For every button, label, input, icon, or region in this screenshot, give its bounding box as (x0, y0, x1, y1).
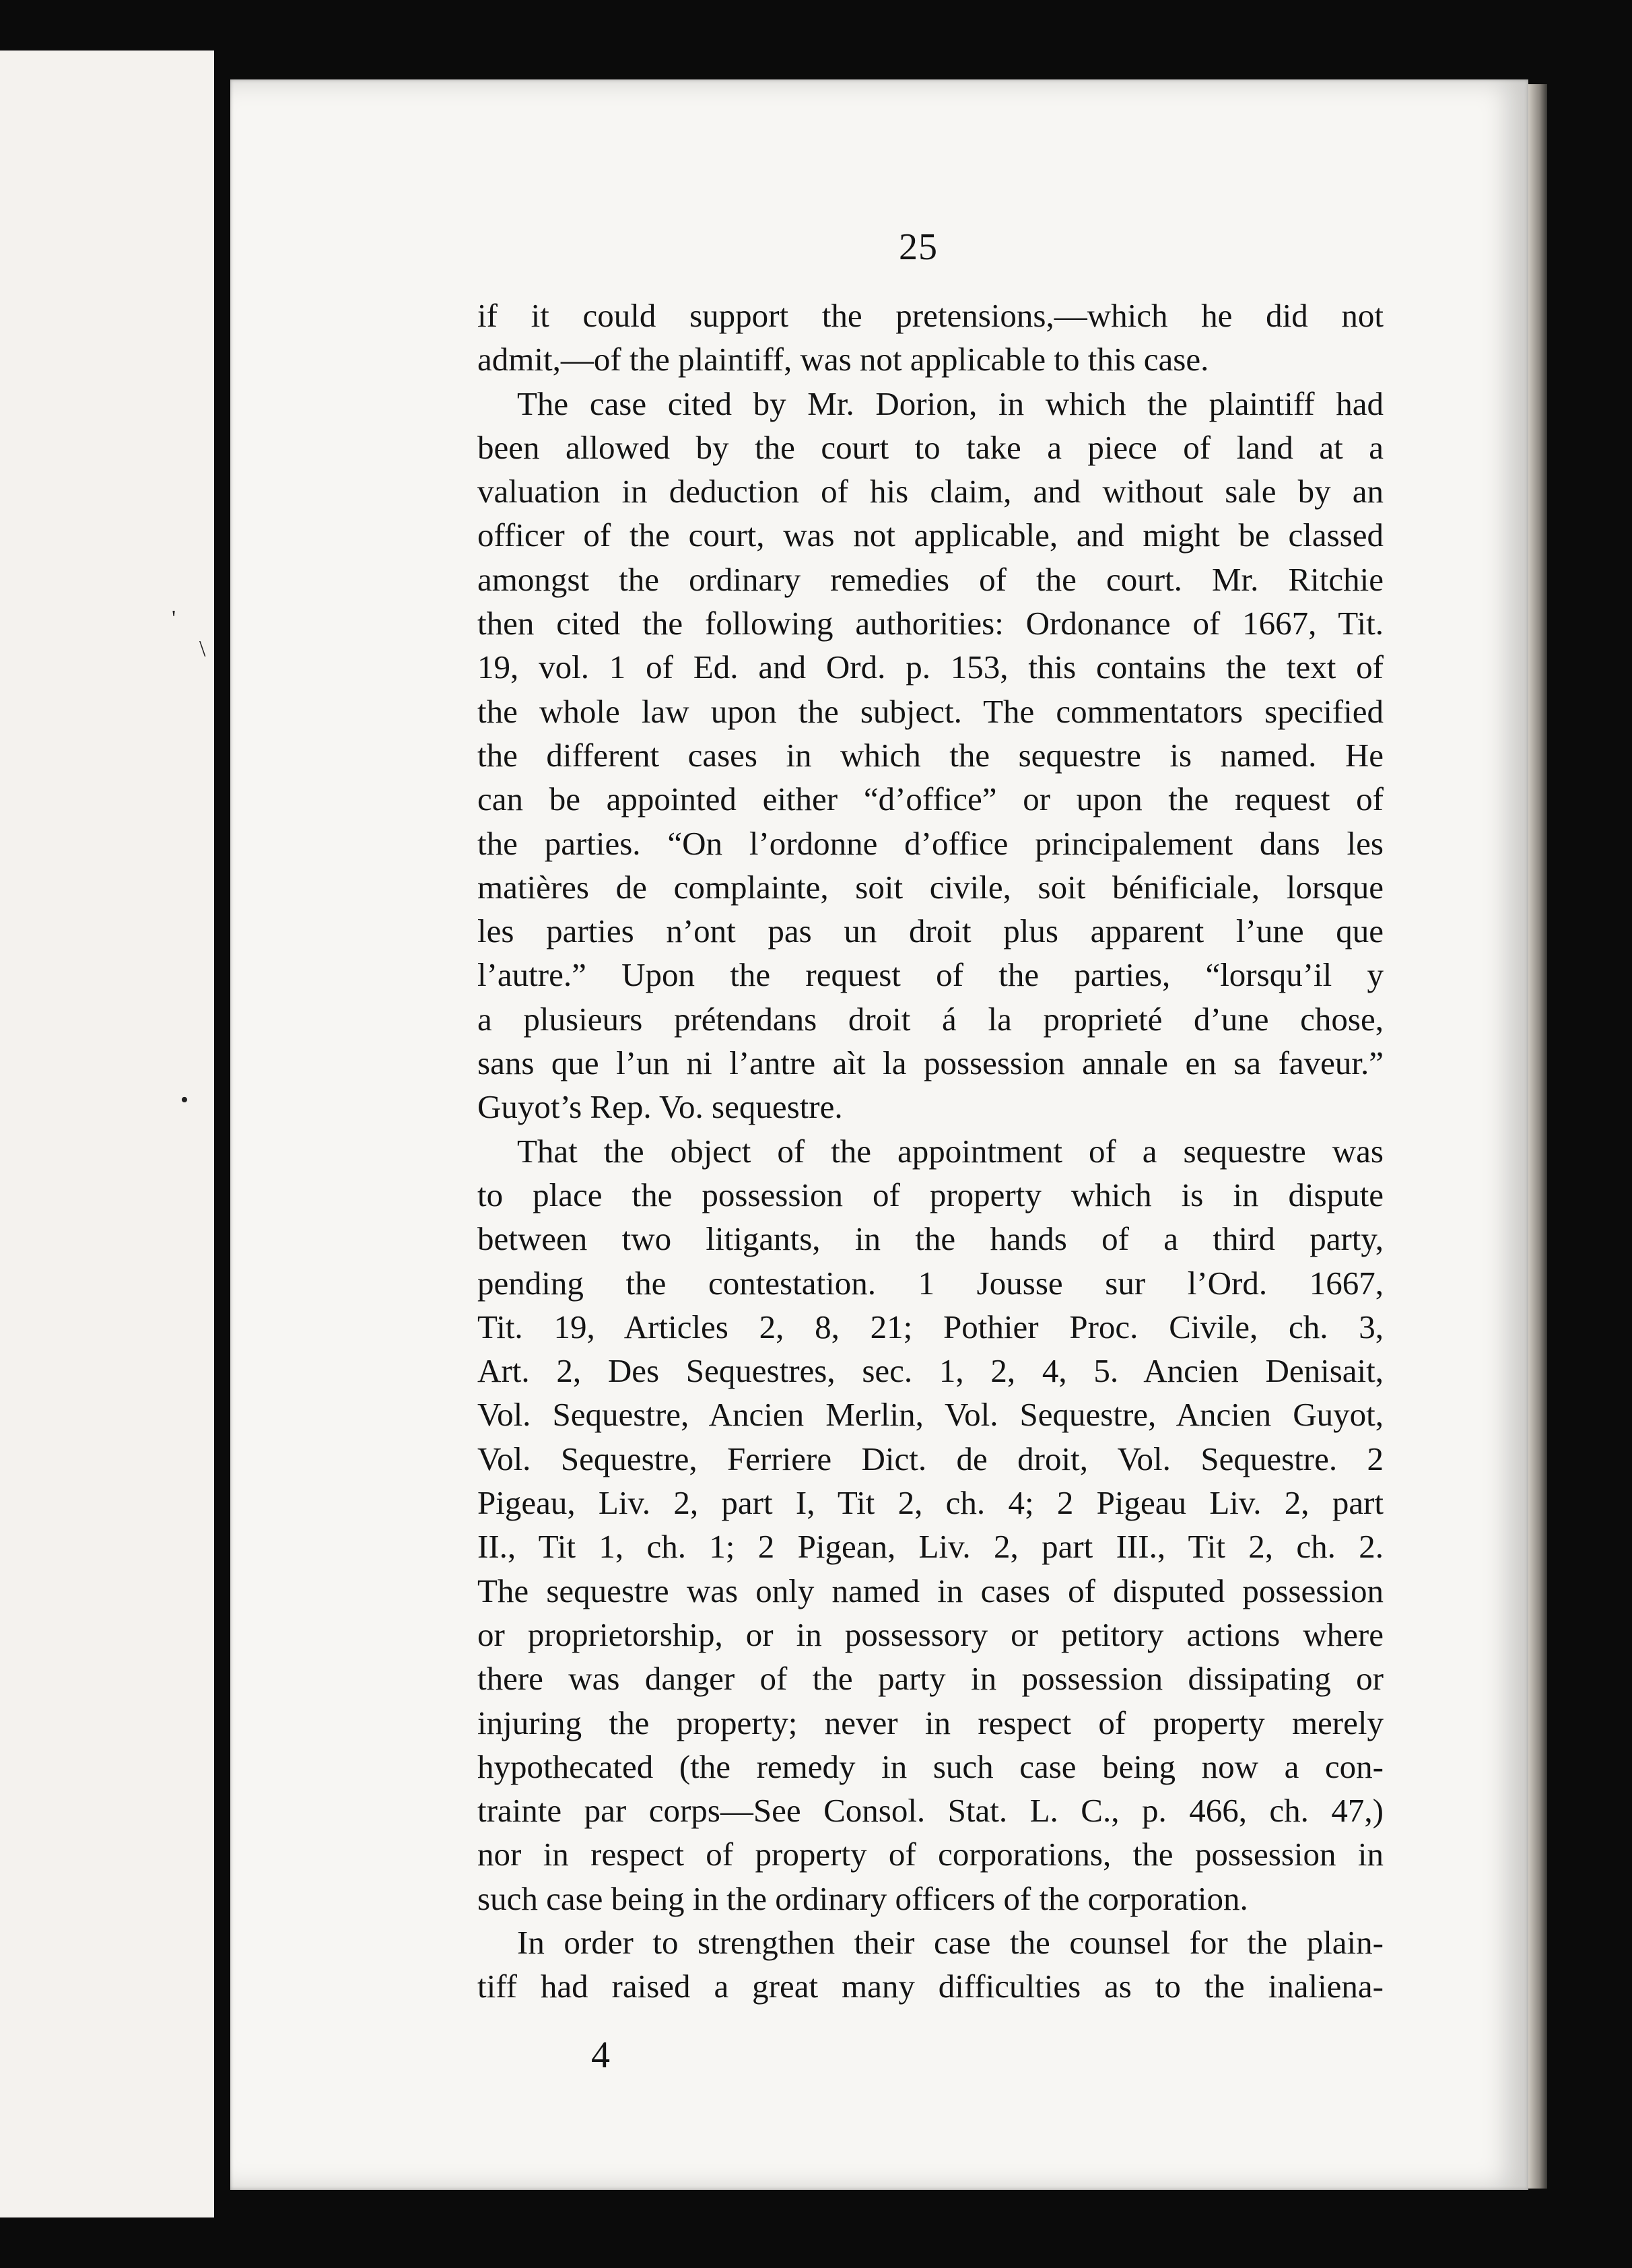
margin-mark: \ (199, 636, 206, 661)
text-line: In order to strengthen their case the counsel for the plain- (517, 1923, 1384, 1961)
margin-mark: • (180, 1088, 189, 1112)
text-line: Vol. Sequestre, Ferriere Dict. de droit, Vol. Sequestre. 2 (477, 1440, 1384, 1477)
text-line: hypothecated (the remedy in such case being now a con- (477, 1747, 1384, 1785)
text-line: then cited the following authorities: Ordonance of 1667, Tit. (477, 605, 1384, 642)
text-line: 19, vol. 1 of Ed. and Ord. p. 153, this contains the text of (477, 648, 1384, 686)
facing-page (0, 51, 214, 2217)
text-line: officer of the court, was not applicable, and might be classed (477, 516, 1384, 554)
text-line: les parties n’ont pas un droit plus apparent l’une que (477, 912, 1384, 950)
text-line: nor in respect of property of corporations, the possession in (477, 1836, 1384, 1873)
text-line: there was danger of the party in possession dissipating or (477, 1660, 1384, 1698)
page-edge (1528, 84, 1547, 2189)
text-line: Pigeau, Liv. 2, part I, Tit 2, ch. 4; 2 Pigeau Liv. 2, part (477, 1484, 1384, 1522)
text-line: sans que l’un ni l’antre aìt la possession annale en sa faveur.” (477, 1044, 1384, 1082)
text-line: That the object of the appointment of a sequestre was (517, 1132, 1384, 1170)
text-line: the different cases in which the sequestre is named. He (477, 736, 1384, 774)
text-line: admit,—of the plaintiff, was not applicable to this case. (477, 341, 1209, 378)
text-line: the parties. “On l’ordonne d’office principalement dans les (477, 824, 1384, 862)
text-line: Guyot’s Rep. Vo. sequestre. (477, 1088, 843, 1126)
text-line: or proprietorship, or in possessory or petitory actions where (477, 1615, 1384, 1653)
text-line: II., Tit 1, ch. 1; 2 Pigean, Liv. 2, part III., Tit 2, ch. 2. (477, 1528, 1384, 1566)
text-line: The sequestre was only named in cases of disputed possession (477, 1572, 1384, 1609)
body-text (477, 294, 1384, 2009)
text-line: can be appointed either “d’office” or upon the request of (477, 780, 1384, 818)
text-line: between two litigants, in the hands of a third party, (477, 1220, 1384, 1258)
text-line: valuation in deduction of his claim, and without sale by an (477, 473, 1384, 510)
margin-mark: ' (172, 606, 176, 631)
signature-mark: 4 (591, 2034, 610, 2076)
text-line: amongst the ordinary remedies of the court. Mr. Ritchie (477, 560, 1384, 598)
text-line: l’autre.” Upon the request of the parties, “lorsqu’il y (477, 956, 1384, 994)
text-line: tiff had raised a great many difficulties as to the inaliena- (477, 1968, 1384, 2005)
text-line: The case cited by Mr. Dorion, in which the plaintiff had (517, 385, 1384, 422)
text-line: Vol. Sequestre, Ancien Merlin, Vol. Sequestre, Ancien Guyot, (477, 1396, 1384, 1434)
text-line: injuring the property; never in respect of property merely (477, 1704, 1384, 1741)
text-line: such case being in the ordinary officers of the corporation. (477, 1879, 1248, 1917)
text-line: if it could support the pretensions,—which he did not (477, 297, 1384, 334)
text-line: to place the possession of property which is in dispute (477, 1176, 1384, 1213)
text-line: Art. 2, Des Sequestres, sec. 1, 2, 4, 5. Ancien Denisait, (477, 1352, 1384, 1390)
text-line: a plusieurs prétendans droit á la proprieté d’une chose, (477, 1000, 1384, 1038)
text-line: Tit. 19, Articles 2, 8, 21; Pothier Proc. Civile, ch. 3, (477, 1308, 1384, 1345)
page-number: 25 (899, 226, 938, 268)
text-line: trainte par corps—See Consol. Stat. L. C., p. 466, ch. 47,) (477, 1792, 1384, 1830)
text-line: pending the contestation. 1 Jousse sur l’Ord. 1667, (477, 1264, 1384, 1302)
text-line: the whole law upon the subject. The commentators specified (477, 692, 1384, 730)
text-line: matières de complainte, soit civile, soit bénificiale, lorsque (477, 868, 1384, 906)
text-line: been allowed by the court to take a piece of land at a (477, 428, 1384, 466)
